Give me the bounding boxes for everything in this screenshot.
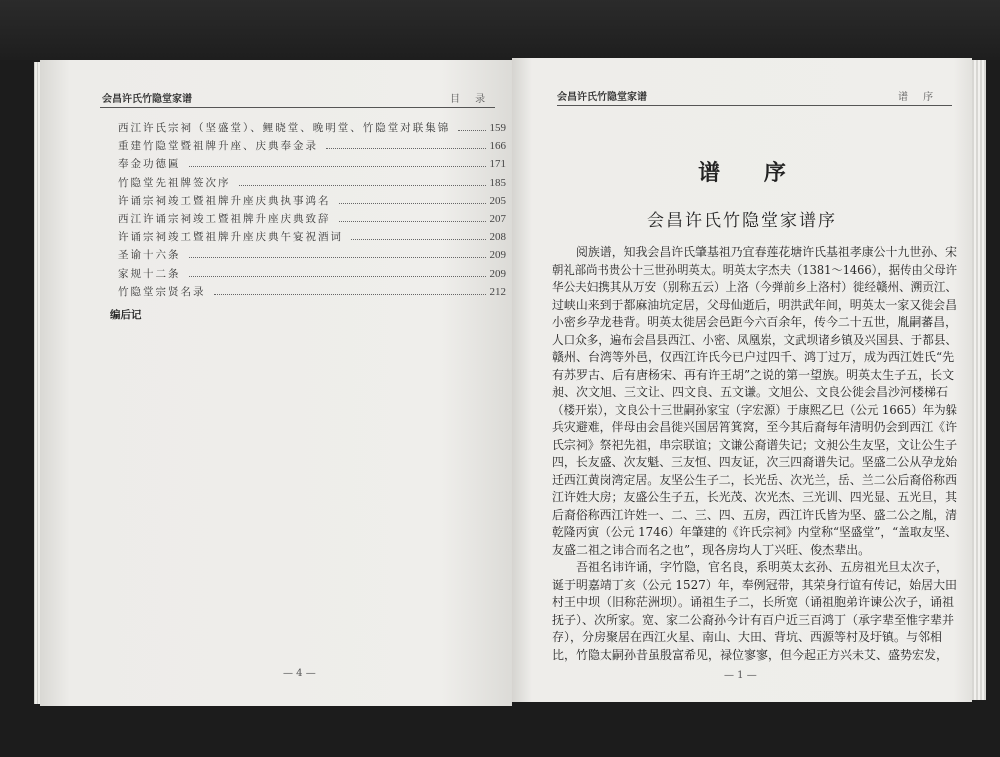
- toc-entry-page: 171: [489, 158, 506, 171]
- toc-entry-title: 许诵宗祠竣工暨祖牌升座庆典执事鸿名: [118, 194, 331, 207]
- toc-entry-page: 205: [489, 194, 506, 207]
- right-section-header: 谱 序: [898, 92, 940, 103]
- body-line: [552, 610, 957, 628]
- body-line: [552, 592, 957, 610]
- body-line: [552, 260, 957, 278]
- toc-entry-page: 212: [489, 285, 506, 298]
- toc-entry-title: 竹隐堂宗贤名录: [118, 285, 206, 298]
- right-page-edges: [972, 60, 986, 700]
- body-line: [552, 645, 957, 663]
- body-line-text: 诞于明嘉靖丁亥（公元 1527）年，奉例冠带，其荣身行谊有传记，始居大田: [552, 577, 958, 592]
- body-line: [552, 470, 957, 488]
- body-line: [552, 277, 957, 295]
- body-line: [552, 452, 957, 470]
- left-section-header: 目 录: [450, 94, 492, 105]
- left-running-header: 会昌许氏竹隐堂家谱: [102, 94, 192, 105]
- body-line: [552, 417, 957, 435]
- body-line-text: 江许姓大房；友盛公生子五，长光茂、次光杰、三光训、四光显、五光旦，其: [552, 490, 957, 504]
- toc-leader-dots: [351, 239, 486, 240]
- header-rule: [100, 107, 495, 108]
- body-line: [552, 347, 957, 365]
- toc-leader-dots: [339, 203, 486, 204]
- body-line-text: 迁西江黄岗湾定居。友坚公生子二，长光岳、次光兰，岳、兰二公后裔俗称西: [552, 472, 957, 487]
- toc-entry-title: 奉金功德匾: [118, 158, 181, 171]
- toc-leader-dots: [189, 276, 486, 277]
- toc-entry-page: 166: [489, 140, 506, 153]
- body-line: [552, 400, 957, 418]
- background-top: [0, 0, 1000, 60]
- body-line: [552, 382, 957, 400]
- body-line-text: 阅族谱，知我会昌许氏肇基祖乃宜春莲花塘许氏基祖孝康公十九世孙、宋: [576, 245, 957, 259]
- body-line: [552, 435, 957, 453]
- chapter-subtitle: 会昌许氏竹隐堂家谱序: [647, 211, 837, 231]
- body-line-text: 吾祖名讳许诵，字竹隐，官名良，系明英太玄孙、五房祖光旦太次子，: [576, 560, 949, 574]
- toc-entry-page: 185: [489, 176, 506, 189]
- toc-entry-title: 竹隐堂先祖牌签次序: [118, 176, 231, 189]
- toc-entry: [118, 284, 506, 302]
- toc-entry: [118, 193, 506, 211]
- toc-entry: [118, 211, 506, 229]
- body-line-text: 乾隆丙寅（公元 1746）年肇建的《许氏宗祠》内堂称“坚盛堂”，“盖取友坚、: [552, 525, 958, 539]
- toc-entry-title: 西江许氏宗祠（坚盛堂）、鲤晓堂、晚明堂、竹隐堂对联集锦: [118, 122, 451, 134]
- toc-leader-dots: [214, 294, 486, 295]
- toc-leader-dots: [189, 257, 486, 258]
- header-rule: [557, 105, 952, 106]
- right-page: [512, 58, 972, 702]
- body-line-text: 村王中坝（旧称茫洲坝）。诵祖生子二，长所宽（诵祖胞弟许谏公次子，诵祖: [552, 595, 955, 609]
- toc-entry-title: 西江许诵宗祠竣工暨祖牌升座庆典致辞: [118, 212, 331, 225]
- body-line-text: 小密乡孕龙巷背。明英太徙居会邑距今六百余年，传今二十五世，胤嗣蕃昌，: [552, 315, 957, 329]
- body-line-text: 人口众多，遍布会昌县西江、小密、凤凰岽，文武坝诸乡镇及兴国县、于都县、: [552, 332, 957, 347]
- body-line-text: 有苏罗古、后有唐杨宋、再有许王胡”之说的第一望族。明英太生子五，长文: [552, 367, 955, 382]
- toc-leader-dots: [189, 166, 486, 167]
- toc-entry-title: 重建竹隐堂暨祖牌升座、庆典奉金录: [118, 140, 318, 153]
- body-line-text: 抚子）、次所家。宽、家二公裔孙今计有百户近三百鸿丁（承字辈至惟字辈并: [552, 612, 955, 627]
- toc-entry: [118, 138, 506, 156]
- body-line-text: 赣州、台湾等外邑，仅西江许氏今已户过四千、鸿丁过万，成为西江姓氏“先: [552, 350, 955, 364]
- left-page: [40, 60, 512, 706]
- body-line-text: 比，竹隐太嗣孙昔虽殷富希见，禄位寥寥，但今起正方兴未艾、盛势宏发，: [552, 647, 949, 662]
- body-line-text: 友盛二祖之讳合而名之也”，现各房均人丁兴旺、俊杰辈出。: [552, 542, 871, 557]
- body-line-text: 华公夫妇携其从万安（别称五云）上洛（今弹前乡上洛村）徙经赣州、溯贡江、: [552, 280, 957, 294]
- left-page-number: — 4 —: [283, 668, 316, 679]
- body-line-text: 存），分房聚居在西江火星、南山、大田、背坑、西源等村及圩镇。与邻相: [552, 630, 943, 644]
- toc-entry-page: 209: [489, 249, 506, 262]
- body-line: [552, 330, 957, 348]
- body-text: [552, 242, 957, 662]
- toc-leader-dots: [458, 130, 485, 131]
- toc-leader-dots: [339, 221, 486, 222]
- toc-entry: [118, 156, 506, 174]
- right-page-number: — 1 —: [724, 670, 757, 681]
- toc-entry-page: 159: [489, 122, 506, 134]
- body-line: [552, 312, 957, 330]
- toc-entry-page: 207: [489, 212, 506, 225]
- right-running-header: 会昌许氏竹隐堂家谱: [557, 92, 647, 103]
- body-line: [552, 627, 957, 645]
- toc-entry: [118, 229, 506, 247]
- body-line: [552, 575, 957, 593]
- chapter-title: 谱 序: [698, 160, 804, 186]
- body-line-text: 兵灾避难，伴母由会昌徙兴国居筲箕窝，至今其后裔每年清明仍会到西江《许: [552, 420, 957, 434]
- toc-entry-title: 圣谕十六条: [118, 249, 181, 262]
- body-line-text: （楼开岽），文良公十三世嗣孙家宝（字宏源）于康熙乙巳（公元 1665）年为躲: [552, 402, 958, 417]
- table-of-contents: [118, 120, 506, 302]
- toc-entry: [118, 175, 506, 193]
- body-line-text: 四，长友盛、次友魁、三友恒、四友证，次三四裔谱失记。坚盛二公从孕龙始: [552, 455, 957, 469]
- toc-leader-dots: [239, 185, 486, 186]
- body-line-text: 过峡山来到于都麻油坑定居，父母仙逝后，明洪武年间，明英太一家又徙会昌: [552, 297, 957, 312]
- toc-afterword: 编后记: [110, 309, 142, 321]
- toc-entry-title: 家规十二条: [118, 267, 181, 280]
- body-line: [552, 522, 957, 540]
- body-line: [552, 505, 957, 523]
- toc-entry: [118, 266, 506, 284]
- body-line-text: 朝礼部尚书贵公十三世孙明英太。明英太字杰夫（1381～1466），据传由父母许: [552, 262, 958, 277]
- body-line-text: 后裔俗称西江许姓一、二、三、四、五房，西江许氏皆为坚、盛二公之胤，清: [552, 507, 957, 522]
- toc-entry-page: 208: [489, 231, 506, 244]
- toc-entry-page: 209: [489, 267, 506, 280]
- body-line-text: 氏宗祠》祭祀先祖，串宗联谊；文谦公裔谱失记；文昶公生友坚，文让公生子: [552, 437, 957, 452]
- body-line: [552, 242, 957, 260]
- toc-leader-dots: [326, 148, 486, 149]
- toc-entry-title: 许诵宗祠竣工暨祖牌升座庆典午宴祝酒词: [118, 231, 343, 244]
- body-line: [552, 540, 957, 558]
- body-line: [552, 295, 957, 313]
- body-line: [552, 365, 957, 383]
- body-line: [552, 487, 957, 505]
- toc-entry: [118, 120, 506, 138]
- body-line-text: 昶、次文旭、三文让、四文良、五文谦。文旭公、文良公徙会昌沙河楼梯石: [552, 385, 949, 399]
- toc-entry: [118, 247, 506, 265]
- body-line: [552, 557, 957, 575]
